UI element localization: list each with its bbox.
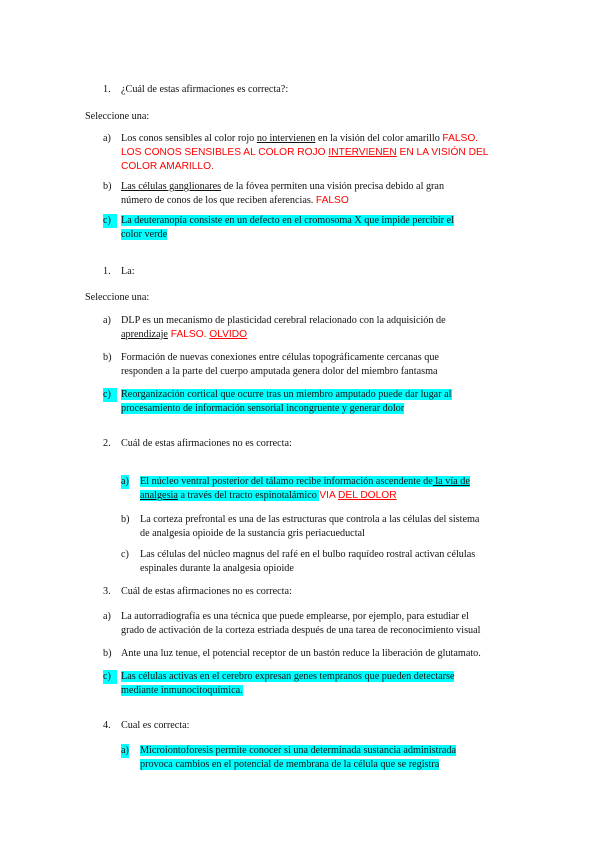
question-number: 4. xyxy=(103,720,111,731)
correction-text: EN LA VISIÓN DEL xyxy=(396,147,489,158)
option-text: provoca cambios en el potencial de membrana de la célula que se registra xyxy=(140,759,440,770)
option-letter: c) xyxy=(103,214,117,228)
option-b xyxy=(121,351,521,379)
option-text: en la visión del color amarillo xyxy=(315,133,443,144)
option-text: Las células activas en el cerebro expresan genes tempranos que pueden detectarse xyxy=(121,671,455,682)
option-letter: a) xyxy=(103,315,111,326)
option-text: de analgesia opioide de la sustancia gris periacueductal xyxy=(140,528,365,539)
option-text: responden a la parte del cuerpo amputada genera dolor del miembro fantasma xyxy=(121,366,438,377)
correction-text: OLVIDO xyxy=(209,329,248,340)
option-c-highlighted xyxy=(100,670,512,698)
option-a xyxy=(121,132,521,174)
underlined-text: no intervienen xyxy=(256,133,316,144)
option-text: Microiontoforesis permite conocer si una determinada sustancia administrada xyxy=(140,745,456,756)
option-letter: b) xyxy=(121,514,130,525)
option-text: Formación de nuevas conexiones entre células topográficamente cercanas que xyxy=(121,352,439,363)
question-text: Cuál de estas afirmaciones no es correcta: xyxy=(121,438,292,449)
correction-text: LOS CONOS SENSIBLES AL COLOR ROJO xyxy=(121,147,329,158)
option-c-highlighted xyxy=(100,388,512,416)
option-letter: b) xyxy=(103,648,112,659)
option-c-highlighted xyxy=(100,214,512,242)
option-text: El núcleo ventral posterior del tálamo recibe información ascendente de xyxy=(140,476,433,487)
option-letter: c) xyxy=(103,670,117,684)
option-b: Ante una luz tenue, el potencial receptor de un bastón reduce la liberación de glutamato. xyxy=(121,648,481,659)
option-text: Reorganización cortical que ocurre tras un miembro amputado puede dar lugar al xyxy=(121,389,452,400)
underlined-text: INTERVIENEN xyxy=(328,147,397,158)
question-text: Cuál de estas afirmaciones no es correcta: xyxy=(121,586,292,597)
select-prompt: Seleccione una: xyxy=(85,111,150,122)
question-number: 1. xyxy=(103,266,111,277)
option-text: La corteza prefrontal es una de las estructuras que controla a las células del sistema xyxy=(140,514,480,525)
option-text: mediante inmunocitoquímica. xyxy=(121,685,243,696)
option-b xyxy=(140,513,520,541)
underlined-text: Las células ganglionares xyxy=(121,181,222,192)
question-number: 3. xyxy=(103,586,111,597)
option-letter: c) xyxy=(103,388,117,402)
correction-text: FALSO. xyxy=(442,133,479,144)
question-text: Cual es correcta: xyxy=(121,720,190,731)
select-prompt: Seleccione una: xyxy=(85,292,150,303)
option-text: color verde xyxy=(121,229,168,240)
option-a xyxy=(121,610,521,638)
question-number: 2. xyxy=(103,438,111,449)
option-text: Las células del núcleo magnus del rafé en el bulbo raquídeo rostral activan células xyxy=(140,549,476,560)
option-text: procesamiento de información sensorial incongruente y generar dolor xyxy=(121,403,405,414)
option-letter: a) xyxy=(103,611,111,622)
option-text: espinales durante la analgesia opioide xyxy=(140,563,294,574)
question-text: La: xyxy=(121,266,135,277)
option-text: La deuteranopía consiste en un defecto en el cromosoma X que impide percibir el xyxy=(121,215,454,226)
option-a-highlighted xyxy=(140,744,520,772)
option-text: DLP es un mecanismo de plasticidad cerebral relacionado con la adquisición de xyxy=(121,315,446,326)
option-text: grado de activación de la corteza estriada después de una tarea de reconocimiento visual xyxy=(121,625,481,636)
underlined-text: aprendizaje xyxy=(121,329,168,340)
option-letter: b) xyxy=(103,352,112,363)
question-text: ¿Cuál de estas afirmaciones es correcta?: xyxy=(121,84,289,95)
option-text: a través del tracto espinotalámico xyxy=(177,490,320,501)
option-text: Los conos sensibles al color rojo xyxy=(121,133,257,144)
underlined-text: analgesia xyxy=(140,490,178,501)
option-a-highlighted xyxy=(140,475,520,503)
question-number: 1. xyxy=(103,84,111,95)
option-text: de la fóvea permiten una visión precisa debido al gran xyxy=(221,181,445,192)
option-letter: a) xyxy=(121,745,129,756)
option-letter: c) xyxy=(121,549,129,560)
option-a xyxy=(121,314,521,342)
correction-text: DEL DOLOR xyxy=(338,490,397,501)
correction-text: COLOR AMARILLO. xyxy=(121,161,214,172)
correction-text: FALSO. xyxy=(167,329,210,340)
option-b xyxy=(121,180,521,208)
underlined-text: la vía de xyxy=(432,476,470,487)
correction-text: FALSO xyxy=(315,195,349,206)
option-text: La autorradiografía es una técnica que puede emplearse, por ejemplo, para estudiar el xyxy=(121,611,469,622)
option-letter: b) xyxy=(103,181,112,192)
option-letter: a) xyxy=(103,133,111,144)
correction-text: VIA xyxy=(319,490,339,501)
option-text: número de conos de los que reciben aferencias. xyxy=(121,195,316,206)
option-letter: a) xyxy=(121,476,129,487)
option-c xyxy=(140,548,520,576)
